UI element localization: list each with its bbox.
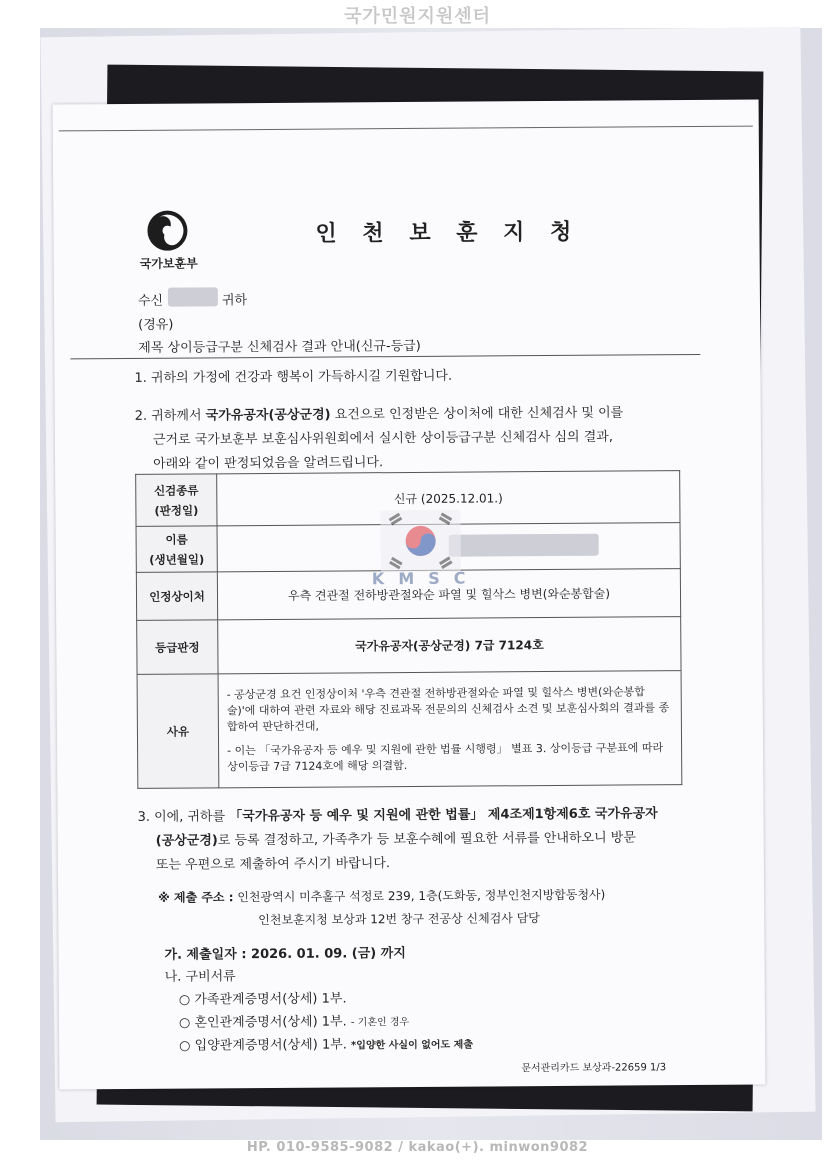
row-value-injury: 우측 견관절 전하방관절와순 파열 및 힐삭스 병변(와순봉합술): [217, 569, 680, 620]
recipient-suffix: 귀하: [221, 293, 248, 309]
document-page: [53, 100, 766, 1090]
list-item: ○ 가족관계증명서(상세) 1부.: [178, 991, 347, 1008]
taegeuk-logo-icon: [145, 209, 189, 253]
row-label-injury: 인정상이처: [136, 572, 217, 621]
kmsc-watermark: KMSC: [371, 568, 480, 589]
reason-bullet-2: - 이는 「국가유공자 등 예우 및 지원에 관한 법률 시행령」 별표 3. 상이등급 구분표에 따라 상이등급 7급 7124호에 해당 의결함.: [227, 740, 664, 773]
address-line-2: 인천보훈지청 보상과 12번 창구 전공상 신체검사 담당: [258, 911, 540, 928]
list-item: ○ 입양관계증명서(상세) 1부. *입양한 사실이 없어도 제출: [179, 1037, 474, 1054]
watermark-top: 국가민원지원센터: [343, 6, 492, 27]
paragraph-3-line-2: (공상군경)로 등록 결정하고, 가족추가 등 보훈수혜에 필요한 서류를 안내하오니 방문: [155, 830, 636, 849]
table-row: [137, 617, 681, 675]
reason-bullet-1: - 공상군경 요건 인정상이처 '우측 견관절 전하방관절와순 파열 및 힐삭스 병변(와순봉합술)'에 대하여 관련 자료와 해당 진료과목 전문의의 신체검사 소견 및 보훈심사회의 결과를 종합하여 판단하건대,: [226, 684, 670, 733]
document-footer: 문서관리카드 보상과-22659 1/3: [521, 1062, 667, 1075]
submission-deadline: 가. 제출일자 : 2026. 01. 09. (금) 까지: [164, 946, 406, 963]
row-label-exam-type: 신검종류 (판정일): [136, 474, 217, 527]
recipient-label: 수신: [137, 293, 164, 309]
list-item: ○ 혼인관계증명서(상세) 1부. - 기혼인 경우: [178, 1014, 410, 1031]
table-row: [137, 671, 682, 789]
paragraph-3-line-3: 또는 우편으로 제출하여 주시기 바랍니다.: [155, 856, 391, 873]
row-value-exam-type: 신규 (2025.12.01.): [217, 471, 680, 526]
row-label-name: 이름 (생년월일): [136, 526, 217, 573]
redacted-recipient: [168, 287, 218, 306]
row-value-reason: [218, 671, 682, 788]
row-value-grade: 국가유공자(공상군경) 7급 7124호: [218, 617, 681, 674]
paragraph-2-line-1: 2. 귀하께서 국가유공자(공상군경) 요건으로 인정받은 상이처에 대한 신체검사 및 이를: [134, 405, 624, 424]
top-rule: [59, 126, 753, 132]
via-label: (경유): [138, 317, 174, 333]
paragraph-3-line-1: 3. 이에, 귀하를 「국가유공자 등 예우 및 지원에 관한 법률」 제4조제1항제6호 국가유공자: [137, 806, 658, 825]
paragraph-1: 1. 귀하의 가정에 건강과 행복이 가득하시길 기원합니다.: [134, 368, 453, 386]
row-label-reason: 사유: [137, 674, 219, 789]
documents-header: 나. 구비서류: [164, 969, 236, 985]
row-label-grade: 등급판정: [137, 620, 218, 675]
address-label: ※ 제출 주소 : 인천광역시 미추홀구 석정로 239, 1층(도화동, 정부인천지방합동청사): [158, 887, 606, 905]
office-title: 인 천 보 훈 지 청: [315, 219, 581, 247]
paragraph-2-line-3: 아래와 같이 판정되었음을 알려드립니다.: [153, 455, 384, 472]
ministry-name: 국가보훈부: [139, 256, 198, 271]
redacted-name: [449, 534, 599, 557]
watermark-bottom: HP. 010-9585-9082 / kakao(+). minwon9082: [246, 1140, 589, 1155]
paragraph-2-line-2: 근거로 국가보훈부 보훈심사위원회에서 실시한 상이등급구분 신체검사 심의 결과,: [152, 429, 613, 448]
subject-line: 제목 상이등급구분 신체검사 결과 안내(신규-등급): [138, 338, 421, 356]
